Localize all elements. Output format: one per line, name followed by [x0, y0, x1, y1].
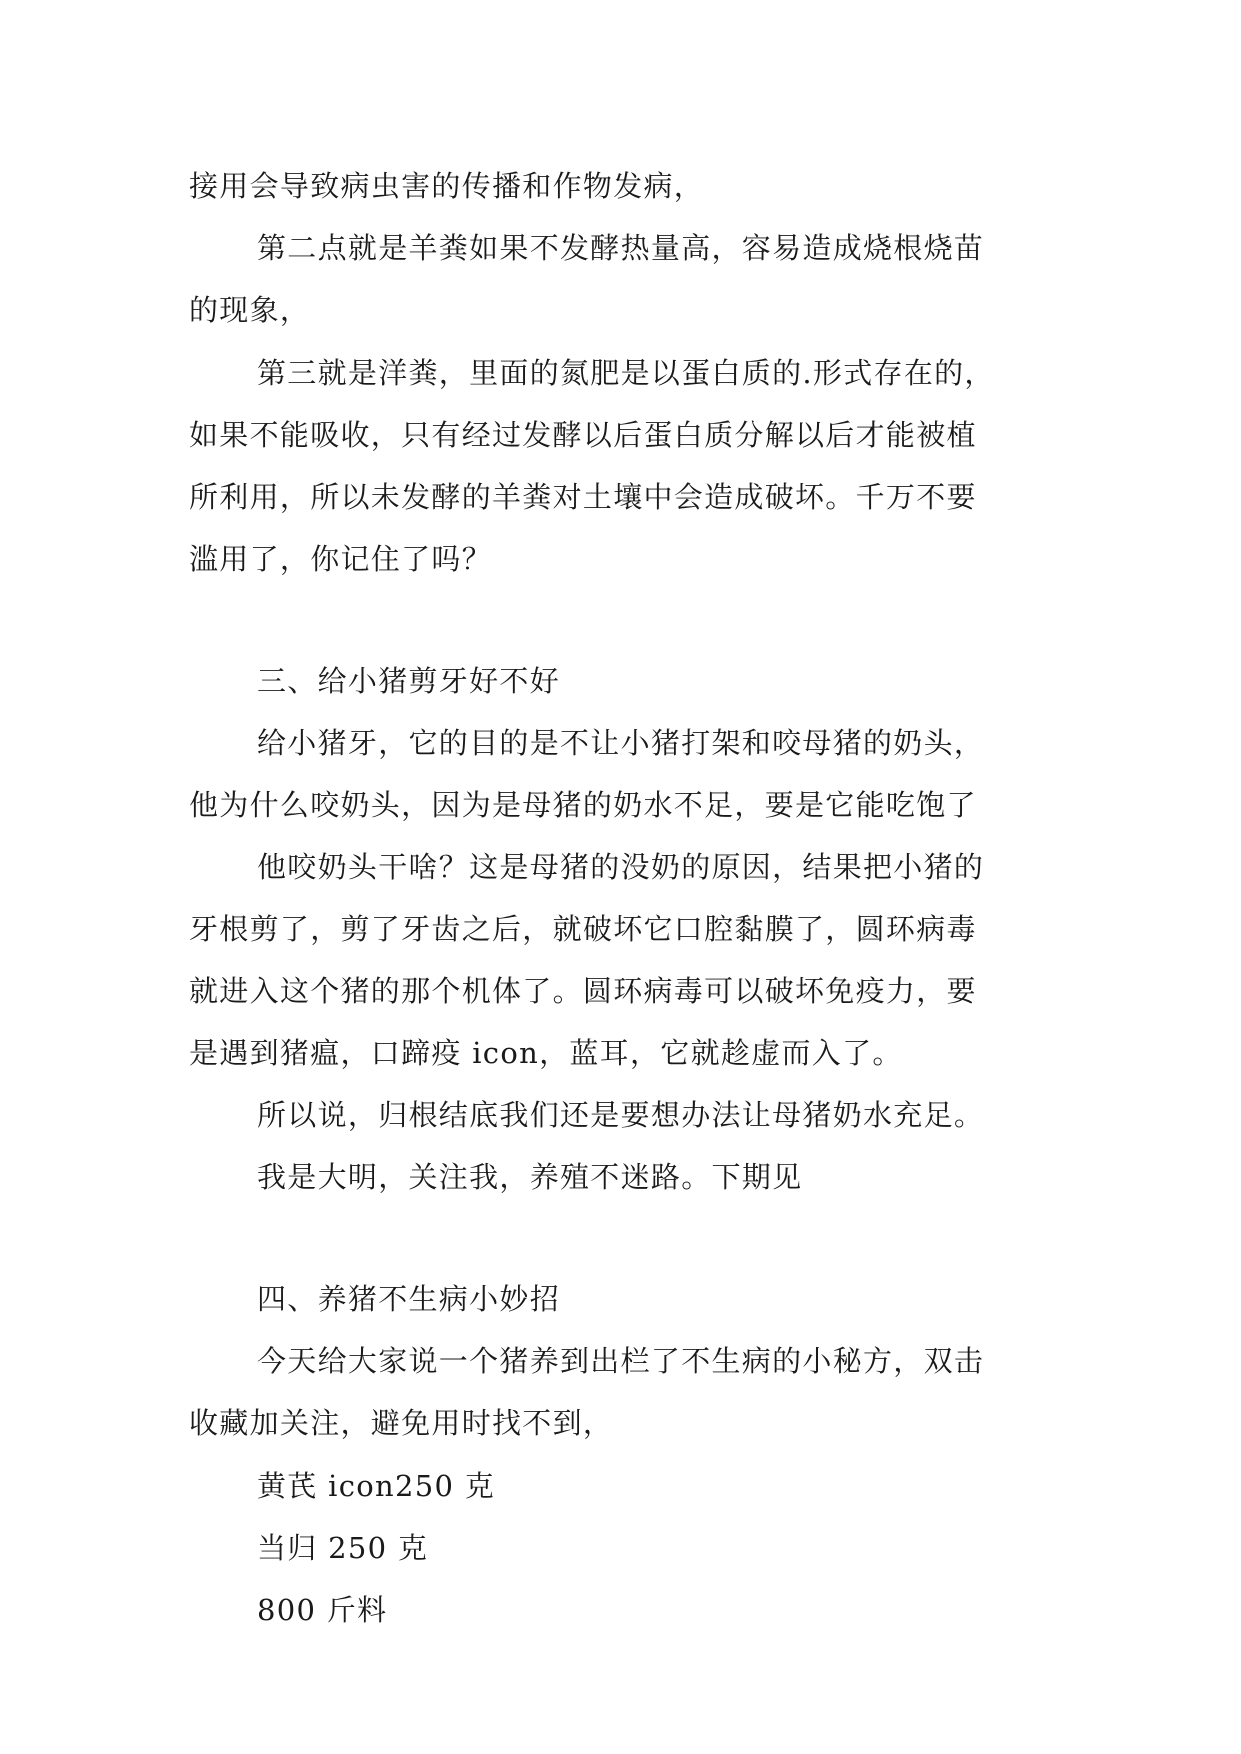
text-line: 接用会导致病虫害的传播和作物发病， [189, 169, 705, 203]
text-line: 就进入这个猪的那个机体了。圆环病毒可以破坏免疫力，要 [189, 974, 977, 1008]
section-heading: 三、给小猪剪牙好不好 [257, 664, 561, 698]
text-line: 收藏加关注，避免用时找不到， [189, 1406, 614, 1440]
section-heading: 四、养猪不生病小妙招 [257, 1282, 561, 1316]
text-line: 所以说，归根结底我们还是要想办法让母猪奶水充足。 [257, 1098, 985, 1132]
text-line: 第三就是洋粪，里面的氮肥是以蛋白质的.形式存在的， [257, 356, 995, 390]
text-line: 他咬奶头干啥？这是母猪的没奶的原因，结果把小猪的 [257, 850, 985, 884]
text-line: 所利用，所以未发酵的羊粪对土壤中会造成破坏。千万不要 [189, 480, 977, 514]
text-line: 如果不能吸收，只有经过发酵以后蛋白质分解以后才能被植 [189, 418, 977, 452]
text-line: 他为什么咬奶头，因为是母猪的奶水不足，要是它能吃饱了 [189, 788, 977, 822]
text-line: 滥用了，你记住了吗？ [189, 542, 493, 576]
text-line: 牙根剪了，剪了牙齿之后，就破坏它口腔黏膜了，圆环病毒 [189, 912, 977, 946]
text-line: 给小猪牙，它的目的是不让小猪打架和咬母猪的奶头， [257, 726, 985, 760]
text-line: 800 斤料 [257, 1593, 388, 1627]
text-line: 今天给大家说一个猪养到出栏了不生病的小秘方，双击 [257, 1344, 985, 1378]
text-line: 黄芪 icon250 克 [257, 1469, 496, 1503]
text-line: 第二点就是羊粪如果不发酵热量高，容易造成烧根烧苗 [257, 231, 985, 265]
text-line: 当归 250 克 [257, 1531, 429, 1565]
text-line: 是遇到猪瘟，口蹄疫 icon，蓝耳，它就趁虚而入了。 [189, 1036, 903, 1070]
text-line: 我是大明，关注我，养殖不迷路。下期见 [257, 1160, 803, 1194]
text-line: 的现象， [189, 293, 311, 327]
